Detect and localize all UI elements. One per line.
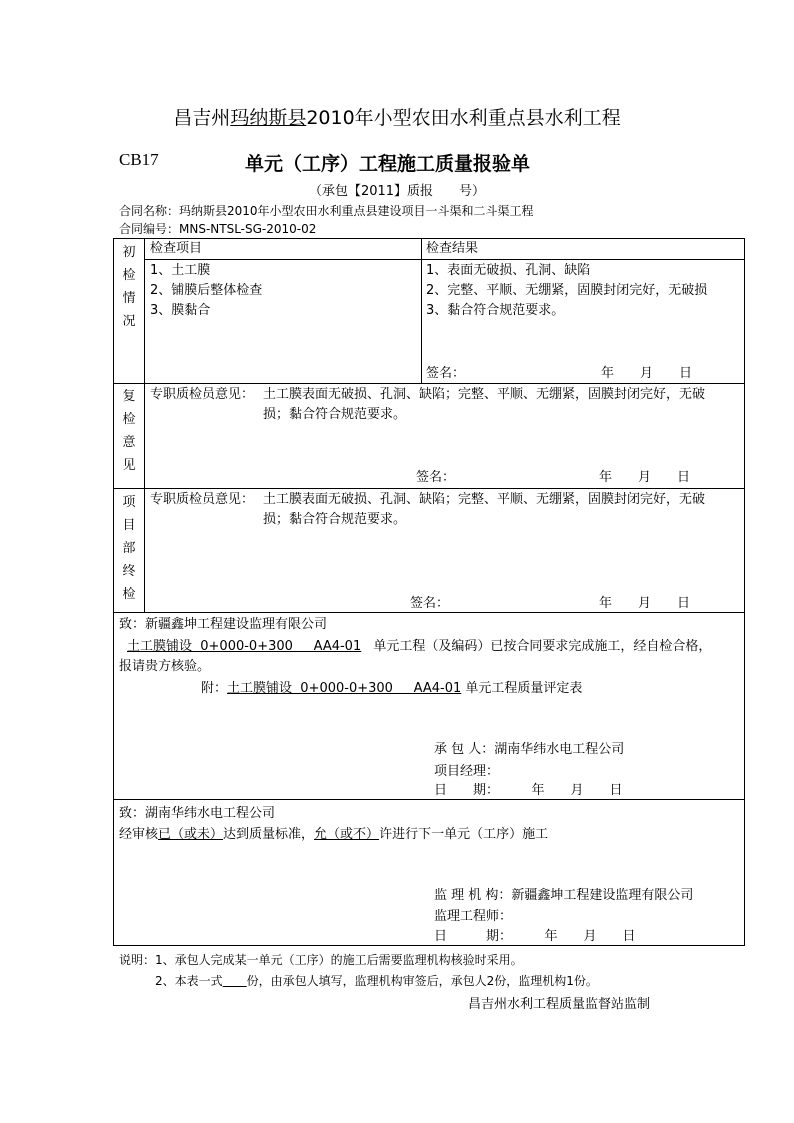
body-option-1: 已（或未） [158,827,224,842]
supervising-engineer: 监理工程师： [434,909,513,924]
check-result-2: 2、完整、平顺、无绷紧，固膜封闭完好，无破损 [426,283,708,298]
contractor-name: 承 包 人：湖南华纬水电工程公司 [434,742,625,757]
section4-request: 报请贵方核验。 [119,659,211,674]
section5-addressee: 致：湖南华纬水电工程公司 [119,806,276,821]
table-border-bottom [113,945,745,946]
supervision-agency: 监 理 机 构：新疆鑫坤工程建设监理有限公司 [434,888,694,903]
section4-addressee: 致：新疆鑫坤工程建设监理有限公司 [119,617,328,632]
section4-date: 日 期： 年 月 日 [434,783,623,798]
header-county: 玛纳斯县 [230,107,307,129]
section2-opinion-line1: 土工膜表面无破损、孔洞、缺陷；完整、平顺、无绷紧，固膜封闭完好，无破 [263,387,706,402]
section4-unit-line [119,637,711,657]
form-subtitle: （承包【2011】质报 号） [308,184,486,199]
header-row-divider [144,259,745,260]
col-check-item: 检查项目 [150,241,203,256]
col-check-result: 检查结果 [426,241,479,256]
form-code: CB17 [119,150,159,169]
section5-date: 日 期： 年 月 日 [434,929,636,944]
section3-label: 项目部终检 [122,495,136,602]
form-title: 单元（工序）工程施工质量报验单 [245,153,531,175]
attachment-prefix: 附： [201,681,228,696]
check-item-2: 2、铺膜后整体检查 [150,283,263,298]
section4-attachment [201,679,582,699]
section2-opinion-line2: 损；黏合符合规范要求。 [263,407,407,422]
section4-unit-text: 单元工程（及编码）已按合同要求完成施工，经自检合格， [373,639,712,654]
project-manager: 项目经理： [434,764,500,779]
table-border-right [744,238,745,946]
header-middle: 2010年小型农田水利重点县 [306,107,545,129]
section2-label: 复检意见 [122,389,136,473]
note-2 [155,972,598,989]
section2-opinion-label: 专职质检员意见： [150,387,255,402]
label-column-divider [144,238,145,613]
body-suffix: 许进行下一单元（工序）施工 [379,827,549,842]
section1-label: 初检情况 [122,245,136,329]
contract-number: 合同编号：MNS-NTSL-SG-2010-02 [119,222,317,236]
section5-body [119,825,548,845]
table-border-left [113,238,114,946]
section3-opinion-line1: 土工膜表面无破损、孔洞、缺陷；完整、平顺、无绷紧，固膜封闭完好，无破 [263,492,706,507]
body-option-2: 允（或不） [314,827,380,842]
section3-opinion-line2: 损；黏合符合规范要求。 [263,512,407,527]
note-2-suffix: 份，由承包人填写，监理机构审签后，承包人2份，监理机构1份。 [246,974,598,988]
note-1: 说明：1、承包人完成某一单元（工序）的施工后需要监理机构核验时采用。 [119,953,523,967]
section3-sign: 签名： [410,596,450,611]
row-divider-4 [113,799,745,800]
section2-sign: 签名： [416,470,456,485]
body-middle: 达到质量标准， [223,827,315,842]
attachment-suffix: 单元工程质量评定表 [465,681,583,696]
check-item-3: 3、膜黏合 [150,303,211,318]
section1-date: 年 月 日 [601,366,693,381]
check-result-1: 1、表面无破损、孔洞、缺陷 [426,263,591,278]
header-suffix: 水利工程 [544,107,621,129]
contract-name: 合同名称：玛纳斯县2010年小型农田水利重点县建设项目一斗渠和二斗渠工程 [119,204,534,218]
note-2-prefix: 2、本表一式 [155,974,223,988]
header-prefix: 昌吉州 [173,107,231,129]
note-2-blank [223,974,247,988]
row-divider-2 [113,488,745,489]
section1-sign: 签名： [426,366,466,381]
check-result-3: 3、黏合符合规范要求。 [426,303,565,318]
section3-date: 年 月 日 [599,596,691,611]
issuer-footer: 昌吉州水利工程质量监督站监制 [468,997,651,1012]
attachment-code: 土工膜铺设 0+000-0+300 AA4-01 [227,681,462,696]
document-header [0,103,794,130]
check-item-1: 1、土工膜 [150,263,211,278]
section3-opinion-label: 专职质检员意见： [150,492,255,507]
section4-unit-code: 土工膜铺设 0+000-0+300 AA4-01 [127,639,362,654]
section2-date: 年 月 日 [599,470,691,485]
body-prefix: 经审核 [119,827,159,842]
